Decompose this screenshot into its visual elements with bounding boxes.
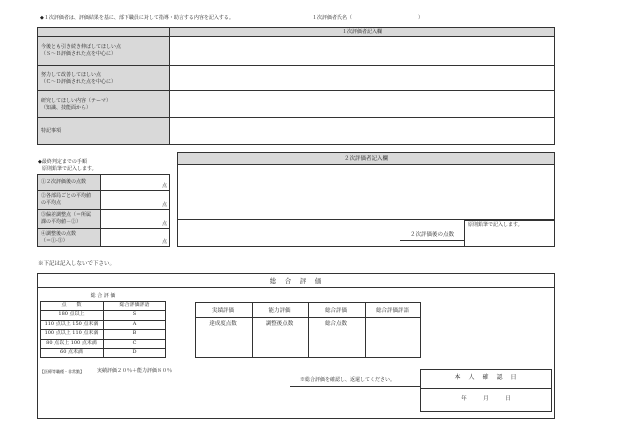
grade-row-5-term: D — [132, 349, 137, 355]
grade-row-2-term: A — [132, 320, 137, 327]
grade-row-4-score: 80 点以上 100 点未満 — [46, 339, 97, 346]
first-row-1-line1: 今後とも引き続き伸ばしてほしい点 — [41, 44, 122, 50]
unit-4: 点 — [162, 239, 168, 245]
overall-title: 総 合 評 価 — [37, 273, 555, 288]
second-score-field[interactable] — [464, 220, 555, 247]
procedure-row-2-line1: ②各部局ごとの平均値 — [41, 193, 92, 199]
unit-3: 点 — [162, 221, 168, 227]
procedure-row-1-label: ①２次評価後の点数 — [41, 179, 87, 185]
first-row-1-line2: （Ｓ～Ｂ評価された点を中心に） — [41, 51, 117, 57]
second-score-label: ２次評価後の点数 — [410, 232, 455, 238]
procedure-row-4-line1: ④調整後の点数 — [41, 231, 77, 237]
formula-text: 実績評価２０％＋能力評価８０％ — [97, 368, 173, 374]
unit-1: 点 — [162, 183, 168, 189]
grade-header-score: 点 数 — [61, 302, 82, 308]
instruction-text: ◆１次評価者は、評価結果を基に、部下職員に対して指導・助言する内容を記入する。 — [40, 15, 234, 21]
first-row-input-1[interactable] — [169, 36, 555, 66]
second-panel-input[interactable] — [177, 164, 555, 220]
first-row-label-4 — [37, 117, 170, 145]
first-row-2-line1: 努力して改善してほしい点 — [41, 72, 102, 78]
first-row-input-3[interactable] — [169, 90, 555, 118]
first-row-3-line1: 研究してほしい内容（テーマ） — [41, 98, 112, 104]
self-confirm-date: 年 月 日 — [461, 396, 511, 402]
first-row-input-2[interactable] — [169, 65, 555, 91]
first-row-2-line2: （Ｃ～Ｄ評価された点を中心に） — [41, 79, 117, 85]
unit-2: 点 — [162, 202, 168, 208]
second-panel-header: ２次評価者記入欄 — [177, 152, 555, 165]
formula-tag: 【医療等職種・非常勤】 — [40, 369, 84, 374]
confirm-text: ※総合評価を確認し、返還してください。 — [300, 377, 396, 383]
first-panel-header: １次評価者記入欄 — [169, 27, 555, 37]
self-confirm-label: 本 人 確 認 日 — [454, 374, 518, 381]
grade-header-term: 総合評価評語 — [119, 302, 150, 308]
grade-row-3-score: 100 点以上 110 点未満 — [44, 330, 99, 336]
grade-row-1-term: S — [132, 311, 137, 317]
procedure-row-4-line2: （＝①-③） — [41, 238, 68, 244]
first-row-4-line1: 特記事項 — [41, 128, 62, 134]
procedure-subtitle: 原則鉛筆で記入します。 — [42, 166, 97, 172]
evaluator-name-close: ） — [418, 15, 424, 21]
second-score-note: 原則鉛筆で記入します。 — [468, 222, 523, 228]
first-row-label-2 — [37, 65, 170, 91]
eval-header-ability: 能力評価 — [268, 308, 291, 314]
grade-row-5-score: 60 点未満 — [60, 349, 83, 355]
grade-row-3-term: B — [132, 330, 137, 336]
eval-header-overall: 総合評価 — [324, 308, 347, 314]
procedure-row-2-line2: の平均点 — [41, 200, 62, 206]
procedure-value-column[interactable] — [100, 174, 170, 247]
grade-table-title: 総 合 評 価 — [90, 293, 116, 299]
grade-row-4-term: C — [132, 339, 137, 346]
first-row-3-line2: （知識、技能面から） — [41, 105, 92, 111]
procedure-row-3-line1: ③偏差調整点（＝所属 — [41, 212, 92, 218]
eval-sub-achievement: 達成度点数 — [209, 321, 237, 327]
eval-sub-adjusted: 調整後点数 — [265, 321, 294, 327]
eval-sub-total: 総合点数 — [324, 321, 347, 327]
first-row-label-3 — [37, 90, 170, 118]
first-row-input-4[interactable] — [169, 117, 555, 145]
grade-row-2-score: 110 点以上 150 点未満 — [44, 320, 99, 327]
evaluator-name-label: １次評価者氏名（ — [312, 15, 353, 21]
eval-header-term: 総合評価評語 — [375, 308, 409, 314]
first-row-label-1 — [37, 36, 170, 66]
notice-text: ※下記は記入しないで下さい。 — [38, 261, 116, 267]
procedure-title: ◆最終判定までの手順 — [38, 159, 87, 165]
grade-row-1-score: 180 点以上 — [58, 311, 85, 317]
eval-header-performance: 実績評価 — [211, 308, 234, 314]
procedure-row-3-line2: 課の平均値－②） — [41, 219, 82, 225]
